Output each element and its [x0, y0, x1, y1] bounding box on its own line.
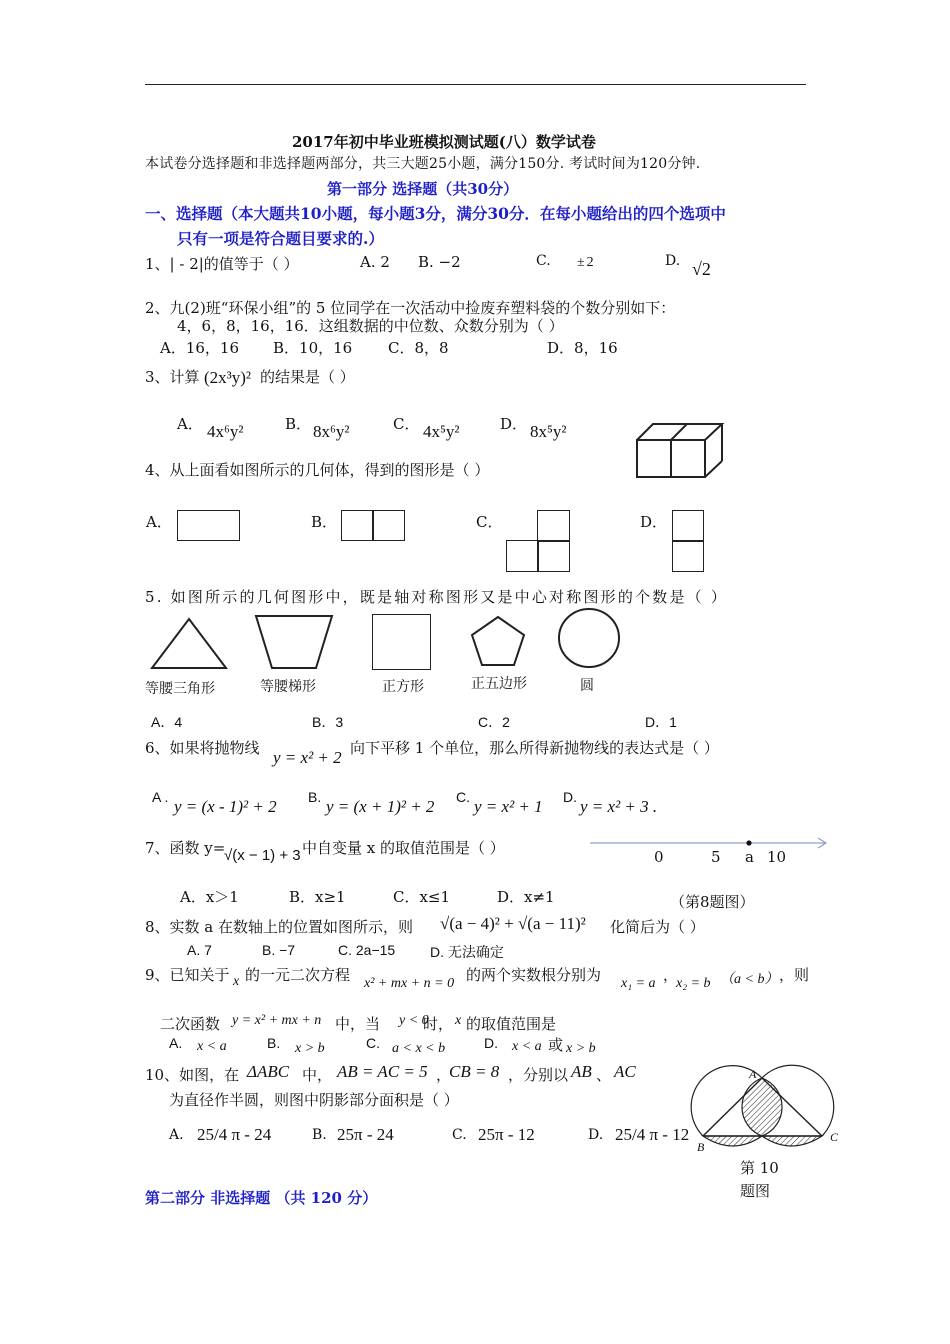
- q7-option-c: C．x≤1: [393, 888, 451, 906]
- q1-option-b: B. −2: [418, 253, 461, 271]
- q2-option-c: C．8，8: [388, 339, 449, 357]
- q7-stem-post: 中自变量 x 的取值范围是（ ）: [302, 839, 505, 857]
- q6-option-d: D.: [563, 789, 577, 805]
- q4-option-b-shape-right: [372, 510, 405, 541]
- q6-option-a: A .: [152, 789, 169, 805]
- q10-figure-caption: 第 10: [740, 1159, 779, 1177]
- q5-option-d: D．1: [645, 714, 677, 730]
- q7-option-a: A．x＞1: [180, 888, 239, 906]
- q4-option-a: A．: [146, 513, 172, 531]
- q10-separator: ，: [436, 1066, 452, 1084]
- q10-side-ab: AB: [571, 1062, 592, 1081]
- regular-pentagon-shape: [470, 615, 526, 667]
- q9-function: y = x² + mx + n: [232, 1013, 322, 1028]
- q9-option-b: B.: [267, 1035, 281, 1051]
- q4-option-d-shape-top: [672, 510, 704, 542]
- part1-heading: 第一部分 选择题（共30分）: [327, 180, 519, 198]
- q3-stem-pre: 3、计算: [145, 368, 200, 386]
- q2-option-d: D．8，16: [547, 339, 618, 357]
- q8-option-a: A. 7: [187, 942, 212, 958]
- q3-stem-post: 的结果是（ ）: [260, 368, 355, 386]
- circle-shape: [557, 607, 621, 669]
- q10-option-c: C.: [452, 1127, 467, 1143]
- q9-stem-end: ，则: [779, 966, 810, 984]
- q5-option-b: B．3: [312, 714, 344, 730]
- q6-stem-pre: 6、如果将抛物线: [145, 739, 260, 757]
- q3-option-d: D．: [500, 415, 528, 433]
- q9-option-a: A.: [169, 1035, 183, 1051]
- isosceles-triangle-label: 等腰三角形: [145, 680, 215, 696]
- q9-stem-mid: 的一元二次方程: [245, 966, 351, 984]
- q6-option-b-value: y = (x + 1)² + 2: [326, 797, 435, 816]
- isosceles-triangle-shape: [150, 617, 228, 671]
- exam-title: 2017年初中毕业班模拟测试题(八）数学试卷: [292, 133, 596, 151]
- q9-option-d: D.: [484, 1035, 498, 1051]
- q7-option-d: D．x≠1: [497, 888, 555, 906]
- q8-stem-post: 化简后为（ ）: [610, 918, 705, 936]
- exam-intro: 本试卷分选择题和非选择题两部分，共三大题25小题，满分150分. 考试时间为120分钟.: [145, 156, 701, 172]
- q7-stem-pre: 7、函数 y=: [145, 839, 226, 857]
- q8-option-b: B. −7: [262, 942, 296, 958]
- q10-side-sep: 、: [596, 1066, 612, 1084]
- q9-stem-mid2: 的两个实数根分别为: [466, 966, 602, 984]
- q9-line2-mid2: 时，: [423, 1015, 454, 1033]
- q10-figure-label-c: C: [830, 1130, 839, 1144]
- q8-option-d: D. 无法确定: [430, 944, 504, 960]
- q6-option-b: B.: [308, 789, 322, 805]
- q10-option-d-value: 25/4 π - 12: [615, 1125, 690, 1144]
- q1-option-c-value: ±2: [577, 255, 596, 270]
- q10-figure-label-b: B: [697, 1140, 705, 1154]
- q3-option-c-value: 4x⁵y²: [423, 422, 460, 441]
- q4-option-c-shape-bottom-right: [537, 540, 570, 572]
- number-line-label-5: 5: [711, 848, 721, 866]
- q10-stem-pre: 10、如图，在: [145, 1066, 240, 1084]
- q10-eq-2: CB = 8: [449, 1062, 500, 1081]
- q10-stem-mid: 中，: [302, 1066, 333, 1084]
- q9-variable: x: [233, 974, 240, 989]
- q6-stem-post: 向下平移 1 个单位，那么所得新抛物线的表达式是（ ）: [350, 739, 719, 757]
- q9-option-c: C.: [366, 1035, 380, 1051]
- q10-figure-caption-cont: 题图: [740, 1182, 771, 1200]
- section1-heading-cont: 只有一项是符合题目要求的.）: [177, 229, 384, 248]
- q5-stem: 5. 如图所示的几何图形中，既是轴对称图形又是中心对称图形的个数是（ ）: [145, 588, 729, 606]
- q2-option-a: A．16，16: [160, 339, 240, 357]
- q5-option-a: A．4: [151, 714, 183, 730]
- q3-option-d-value: 8x⁵y²: [530, 422, 567, 441]
- q4-stem: 4、从上面看如图所示的几何体，得到的图形是（ ）: [145, 461, 490, 479]
- q9-option-d-value-2: x > b: [566, 1041, 596, 1056]
- q9-separator: ，: [663, 966, 679, 984]
- q10-option-a: A.: [169, 1127, 184, 1143]
- q1-stem: 1、| - 2|的值等于（ ）: [145, 255, 299, 273]
- q4-option-c: C．: [476, 513, 503, 531]
- q3-option-b-value: 8x⁶y²: [313, 422, 350, 441]
- q3-option-b: B．: [285, 415, 312, 433]
- q4-option-a-shape: [177, 510, 240, 541]
- circle-label: 圆: [580, 677, 594, 693]
- q10-stem-cont: 为直径作半圆，则图中阴影部分面积是（ ）: [169, 1091, 459, 1109]
- isosceles-trapezoid-shape: [254, 614, 334, 670]
- q10-triangle: ΔABC: [247, 1062, 290, 1081]
- q1-option-d-value: √2: [692, 259, 711, 279]
- q9-root-1: x₁ = a: [621, 976, 656, 991]
- q9-option-b-value: x > b: [295, 1041, 325, 1056]
- q1-option-a: A. 2: [360, 253, 390, 271]
- q4-option-d-shape-bottom: [672, 540, 704, 572]
- q4-option-c-shape-bottom-left: [506, 540, 539, 572]
- q4-option-b: B．: [311, 513, 338, 531]
- number-line-caption: （第8题图）: [670, 893, 755, 911]
- q9-root-2: x₂ = b: [676, 976, 711, 991]
- q6-option-a-value: y = (x - 1)² + 2: [174, 797, 277, 816]
- q4-solid-figure: [636, 420, 746, 480]
- q7-option-b: B．x≥1: [289, 888, 346, 906]
- header-rule: [145, 84, 806, 85]
- q4-option-b-shape-left: [341, 510, 374, 541]
- q4-option-c-shape-top: [537, 510, 570, 542]
- regular-pentagon-label: 正五边形: [471, 675, 527, 691]
- q9-line2-end: 的取值范围是: [466, 1015, 557, 1033]
- q10-option-c-value: 25π - 12: [478, 1125, 535, 1144]
- square-shape: [372, 614, 431, 670]
- q6-option-d-value: y = x² + 3 .: [580, 797, 658, 816]
- q7-expression: √(x − 1) + 3: [224, 847, 301, 864]
- q9-line2-pre: 二次函数: [160, 1015, 221, 1033]
- q10-figure-label-a: A: [749, 1067, 757, 1081]
- part2-heading: 第二部分 非选择题 （共 120 分）: [145, 1189, 378, 1207]
- q2-stem: 2、九(2)班“环保小组”的 5 位同学在一次活动中捡废弃塑料袋的个数分别如下：: [145, 299, 676, 317]
- isosceles-trapezoid-label: 等腰梯形: [260, 678, 316, 694]
- q9-option-c-value: a < x < b: [392, 1041, 446, 1056]
- q10-option-d: D.: [588, 1127, 604, 1143]
- q8-stem-pre: 8、实数 a 在数轴上的位置如图所示，则: [145, 918, 414, 936]
- q3-option-c: C．: [393, 415, 420, 433]
- q8-option-c: C. 2a−15: [338, 942, 396, 958]
- q10-stem-mid2: ，分别以: [508, 1066, 569, 1084]
- q2-option-b: B．10，16: [273, 339, 353, 357]
- q3-expression: (2x³y)²: [204, 368, 252, 387]
- q1-option-c: C.: [536, 253, 551, 269]
- number-line-label-a: a: [745, 848, 754, 866]
- q9-line2-mid: 中，当: [335, 1015, 381, 1033]
- q6-option-c-value: y = x² + 1: [474, 797, 543, 816]
- q9-condition-2: y < 0: [399, 1013, 429, 1028]
- q9-stem-pre: 9、已知关于: [145, 966, 230, 984]
- q10-option-b-value: 25π - 24: [337, 1125, 394, 1144]
- q10-option-a-value: 25/4 π - 24: [197, 1125, 272, 1144]
- section1-heading: 一、选择题（本大题共10小题，每小题3分，满分30分．在每小题给出的四个选项中: [145, 204, 726, 223]
- q2-stem-cont: 4，6，8，16，16．这组数据的中位数、众数分别为（ ）: [177, 317, 564, 335]
- q9-option-d-value-1: x < a: [512, 1039, 542, 1054]
- q9-equation: x² + mx + n = 0: [364, 976, 455, 991]
- q10-side-ac: AC: [614, 1062, 636, 1081]
- q9-option-a-value: x < a: [197, 1039, 227, 1054]
- q6-option-c: C.: [456, 789, 470, 805]
- q5-option-c: C．2: [478, 714, 510, 730]
- q9-variable-2: x: [455, 1013, 462, 1028]
- q10-eq-1: AB = AC = 5: [337, 1062, 428, 1081]
- q4-option-d: D．: [640, 513, 668, 531]
- q6-expression: y = x² + 2: [273, 748, 342, 767]
- q10-semicircle-figure: [698, 1068, 848, 1158]
- q9-condition: （a < b）: [720, 972, 779, 987]
- number-line-label-10: 10: [767, 848, 787, 866]
- q10-option-b: B.: [312, 1127, 327, 1143]
- number-line-figure: [590, 835, 830, 855]
- q3-option-a-value: 4x⁶y²: [207, 422, 244, 441]
- q8-expression: √(a − 4)² + √(a − 11)²: [440, 914, 586, 933]
- q9-option-d-or: 或: [548, 1036, 564, 1054]
- q1-option-d: D.: [665, 253, 681, 269]
- number-line-label-0: 0: [654, 848, 664, 866]
- square-label: 正方形: [382, 678, 424, 694]
- q3-option-a: A．: [177, 415, 203, 433]
